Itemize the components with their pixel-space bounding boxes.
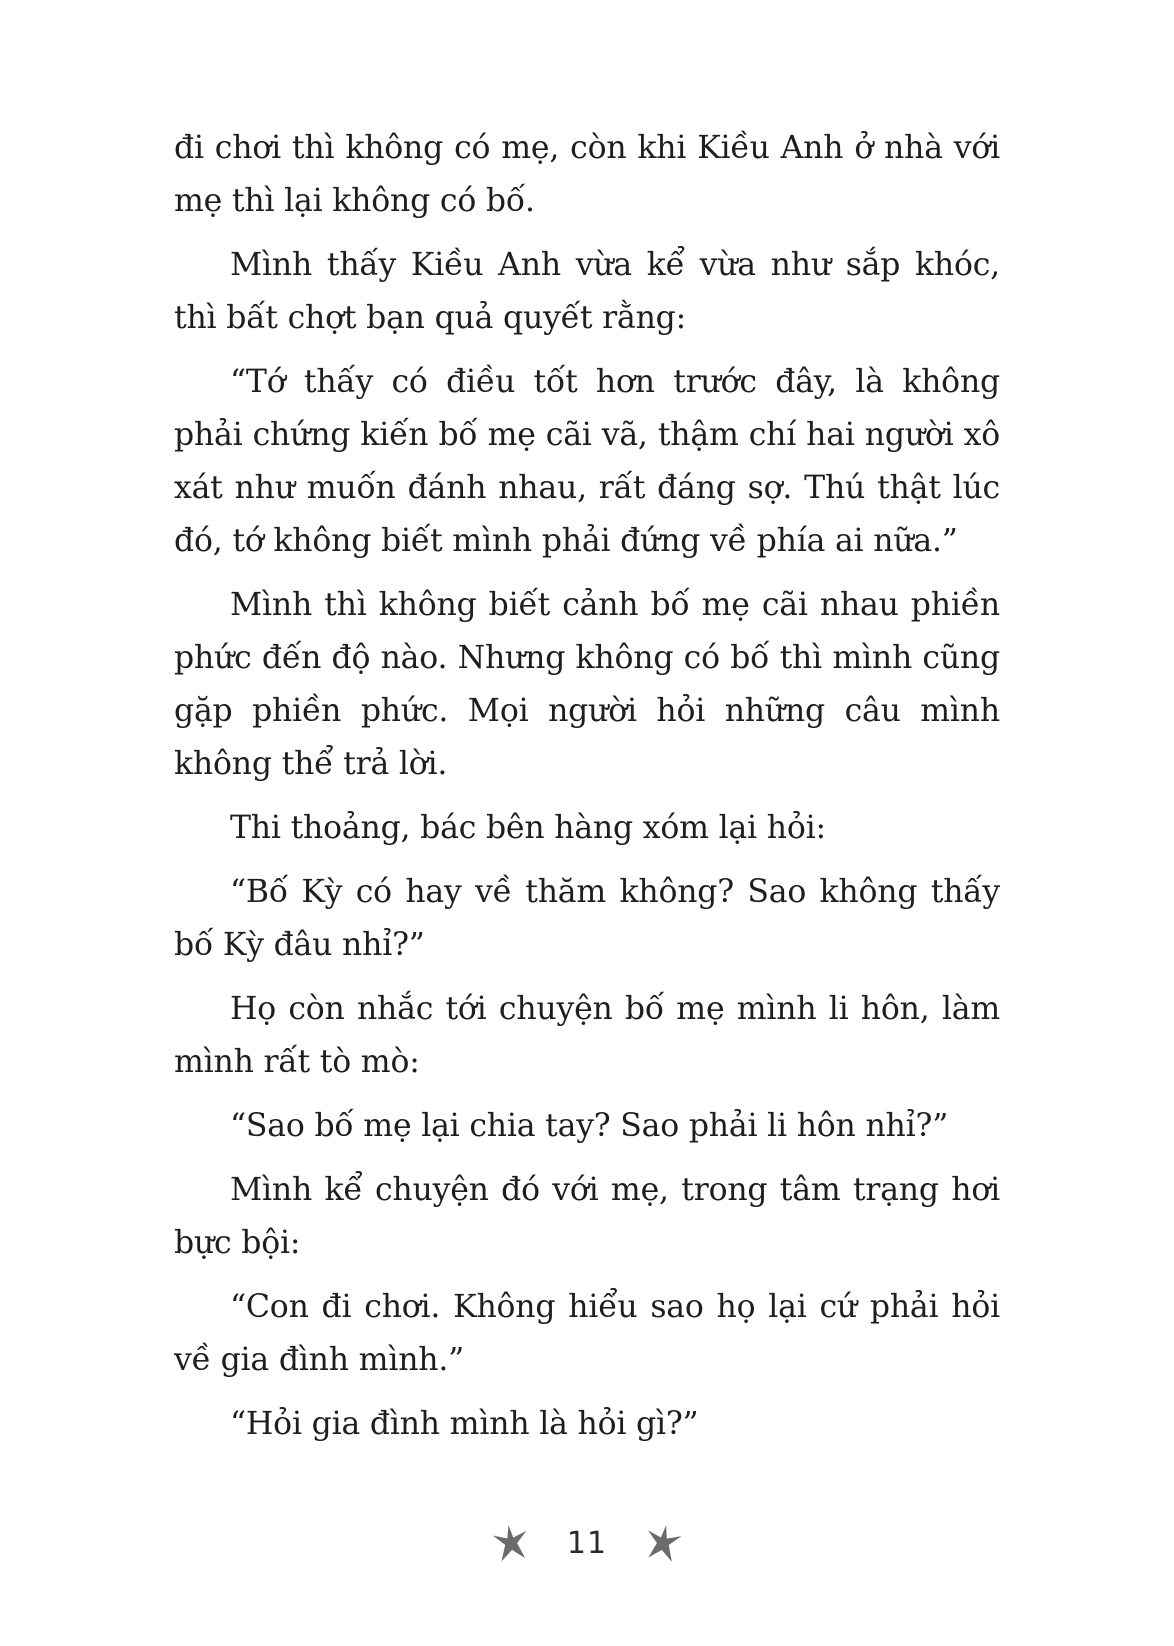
paragraph: Mình thấy Kiều Anh vừa kể vừa như sắp khóc, thì bất chợt bạn quả quyết rằng: xyxy=(174,247,1000,336)
star-icon xyxy=(643,1523,683,1563)
paragraph: Mình thì không biết cảnh bố mẹ cãi nhau phiền phức đến độ nào. Nhưng không có bố thì mình cũng gặp phiền phức. Mọi người hỏi những câu mình không thể trả lời. xyxy=(174,587,1000,782)
page-footer xyxy=(0,1518,1174,1568)
paragraph-quote: “Bố Kỳ có hay về thăm không? Sao không thấy bố Kỳ đâu nhỉ?” xyxy=(174,874,1000,963)
paragraph: Họ còn nhắc tới chuyện bố mẹ mình li hôn, làm mình rất tò mò: xyxy=(174,991,1000,1080)
paragraph-continuation: đi chơi thì không có mẹ, còn khi Kiều Anh ở nhà với mẹ thì lại không có bố. xyxy=(174,130,1000,219)
paragraph-quote: “Con đi chơi. Không hiểu sao họ lại cứ phải hỏi về gia đình mình.” xyxy=(174,1289,1000,1378)
paragraph-quote: “Sao bố mẹ lại chia tay? Sao phải li hôn nhỉ?” xyxy=(230,1108,949,1144)
paragraph-quote: “Tớ thấy có điều tốt hơn trước đây, là không phải chứng kiến bố mẹ cãi vã, thậm chí hai người xô xát như muốn đánh nhau, rất đáng sợ. Thú thật lúc đó, tớ không biết mình phải đứng về phía ai nữa.” xyxy=(174,364,1000,559)
paragraph: Thi thoảng, bác bên hàng xóm lại hỏi: xyxy=(230,810,826,846)
body-text xyxy=(174,122,1000,1462)
paragraph-quote: “Hỏi gia đình mình là hỏi gì?” xyxy=(230,1406,699,1442)
page-number: 11 xyxy=(566,1525,608,1561)
star-icon xyxy=(491,1523,531,1563)
paragraph: Mình kể chuyện đó với mẹ, trong tâm trạng hơi bực bội: xyxy=(174,1172,1000,1261)
